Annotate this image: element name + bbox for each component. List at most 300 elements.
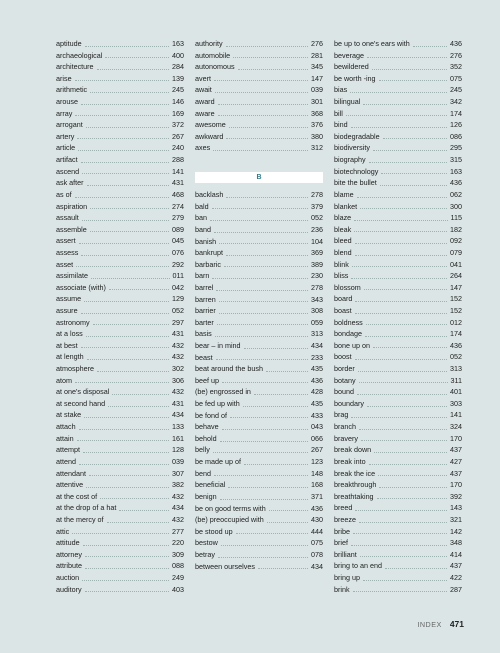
index-term: artery [56,131,75,141]
dot-leader [254,394,308,395]
dot-leader [224,266,308,267]
index-entry [334,50,462,62]
index-entry [195,491,323,503]
index-entry [56,537,184,549]
index-entry [56,235,184,247]
index-entry [334,456,462,468]
index-page-ref: 287 [450,584,462,594]
index-term: awkward [195,131,224,141]
dot-leader [220,499,308,500]
index-entry [195,561,323,573]
index-term: automobile [195,50,231,60]
dot-leader [82,580,169,581]
index-entry [195,294,323,306]
index-term: arrogant [56,120,83,130]
index-entry [56,201,184,213]
index-term: beef up [195,375,219,385]
index-page-ref: 245 [172,85,184,95]
dot-leader [81,313,169,314]
dot-leader [219,243,308,244]
index-term: attempt [56,445,80,455]
index-entry [56,398,184,410]
index-entry [334,514,462,526]
index-entry [334,351,462,363]
index-term: bravery [334,433,358,443]
index-page-ref: 436 [450,38,462,48]
index-term: barter [195,317,214,327]
index-page-ref: 434 [311,561,323,571]
index-entry [334,235,462,247]
dot-leader [359,522,447,523]
index-entry [195,503,323,515]
index-entry [56,119,184,131]
dot-leader [77,138,169,139]
page-footer [417,619,464,629]
index-entry [56,410,184,422]
index-term: associate (with) [56,282,106,292]
index-term: brief [334,538,348,548]
index-page-ref: 128 [172,445,184,455]
dot-leader [84,301,169,302]
dot-leader [358,371,447,372]
index-page-ref: 427 [450,456,462,466]
index-entry [334,340,462,352]
index-page-ref: 147 [311,73,323,83]
index-page-ref: 147 [450,282,462,292]
index-page-ref: 297 [172,317,184,327]
index-page-ref: 432 [172,340,184,350]
index-entry [195,526,323,538]
index-entry [56,84,184,96]
index-term: autonomous [195,62,235,72]
index-entry [334,398,462,410]
index-term: boldness [334,317,363,327]
index-page-ref: 321 [450,514,462,524]
index-page-ref: 274 [172,201,184,211]
dot-leader [81,104,169,105]
index-page-ref: 380 [311,131,323,141]
index-entry [195,212,323,224]
dot-leader [91,278,170,279]
index-entry [56,293,184,305]
index-page-ref: 277 [172,526,184,536]
index-term: arise [56,73,72,83]
index-term: at one's disposal [56,387,110,397]
dot-leader [218,104,308,105]
dot-leader [93,324,169,325]
index-page-ref: 115 [450,213,462,223]
index-entry [334,421,462,433]
index-term: barrel [195,282,214,292]
index-term: beast [195,352,213,362]
dot-leader [373,150,447,151]
dot-leader [215,336,308,337]
index-term: bribe [334,526,350,536]
index-page-ref: 311 [450,375,462,385]
dot-leader [86,127,169,128]
index-page-ref: 303 [450,398,462,408]
index-entry [56,61,184,73]
index-page-ref: 315 [450,155,462,165]
index-entry [195,108,323,120]
index-term: barren [195,294,216,304]
index-term: breeze [334,514,356,524]
index-entry [56,38,184,50]
index-page-ref: 066 [311,433,323,443]
dot-leader [214,232,308,233]
index-term: behold [195,433,217,443]
index-page-ref: 278 [311,282,323,292]
index-page-ref: 436 [311,375,323,385]
index-term: brink [334,584,350,594]
index-term: boost [334,352,352,362]
index-term: attribute [56,561,82,571]
index-page-ref: 368 [311,108,323,118]
dot-leader [77,440,169,441]
dot-leader [229,127,308,128]
dot-leader [361,440,447,441]
dot-leader [363,104,447,105]
index-term: be fond of [195,410,227,420]
index-term: ascend [56,166,80,176]
dot-leader [81,347,169,348]
index-page-ref: 142 [450,526,462,536]
index-term: border [334,364,355,374]
index-term: bone up on [334,340,370,350]
index-entry [334,410,462,422]
index-entry [334,282,462,294]
index-page-ref: 389 [311,259,323,269]
index-term: be worth -ing [334,73,376,83]
index-entry [334,154,462,166]
index-page-ref: 313 [450,364,462,374]
index-page-ref: 343 [311,294,323,304]
index-entry [334,270,462,282]
index-page-ref: 432 [172,491,184,501]
dot-leader [359,382,448,383]
index-entry [56,166,184,178]
index-page-ref: 437 [450,468,462,478]
index-entry [195,456,323,468]
index-entry [56,212,184,224]
index-entry [56,456,184,468]
index-entry [56,142,184,154]
index-term: betray [195,549,215,559]
index-page-ref: 039 [311,85,323,95]
index-page-ref: 302 [172,364,184,374]
index-entry [334,73,462,85]
dot-leader [360,208,447,209]
index-entry [334,560,462,572]
index-term: awesome [195,120,226,130]
index-page-ref: 079 [450,247,462,257]
index-term: atom [56,375,72,385]
index-term: blink [334,259,349,269]
index-entry [56,363,184,375]
index-page-ref: 435 [311,399,323,409]
index-term: array [56,108,73,118]
index-page-ref: 152 [450,294,462,304]
index-page-ref: 267 [172,131,184,141]
dot-leader [369,162,447,163]
index-page-ref: 401 [450,387,462,397]
index-page-ref: 312 [311,143,323,153]
index-term: bilingual [334,97,361,107]
index-page-ref: 348 [450,538,462,548]
index-term: (be) preoccupied with [195,515,264,525]
dot-leader [75,115,169,116]
dot-leader [86,487,169,488]
index-page-ref: 437 [450,445,462,455]
index-page-ref: 075 [450,73,462,83]
index-entry [334,317,462,329]
index-entry [195,514,323,526]
dot-leader [86,336,169,337]
index-page-ref: 345 [311,62,323,72]
index-page-ref: 313 [311,329,323,339]
index-page-ref: 400 [172,50,184,60]
dot-leader [79,464,169,465]
index-page-ref: 011 [172,271,184,281]
index-page-ref: 052 [311,213,323,223]
index-term: backlash [195,190,224,200]
dot-leader [380,185,447,186]
dot-leader [258,568,308,569]
dot-leader [373,347,447,348]
index-page-ref: 220 [172,538,184,548]
index-page-ref: 434 [172,503,184,513]
index-term: blaze [334,213,352,223]
index-page-ref: 059 [311,317,323,327]
index-page-ref: 233 [311,352,323,362]
index-term: beneficial [195,480,226,490]
dot-leader [364,289,447,290]
index-term: at the drop of a hat [56,503,117,513]
index-entry [195,50,323,62]
index-term: bound [334,387,354,397]
index-page-ref: 267 [311,445,323,455]
dot-leader [351,417,447,418]
index-term: at a loss [56,329,83,339]
index-page-ref: 052 [450,352,462,362]
index-page-ref: 432 [172,514,184,524]
index-entry [56,247,184,259]
index-entry [195,189,323,201]
index-entry [56,479,184,491]
index-entry [56,224,184,236]
index-term: bleak [334,224,352,234]
dot-leader [267,522,308,523]
index-term: attic [56,526,70,536]
index-page-ref: 152 [450,306,462,315]
index-entry [195,96,323,108]
index-term: barrier [195,306,216,316]
index-term: bend [195,468,211,478]
index-term: award [195,97,215,107]
index-term: boundary [334,398,364,408]
index-term: attitude [56,538,80,548]
index-page-ref: 431 [172,178,184,188]
index-page-ref: 371 [311,491,323,501]
index-term: assemble [56,224,87,234]
index-page-ref: 264 [450,271,462,281]
index-page-ref: 422 [450,573,462,583]
index-page-ref: 376 [311,120,323,130]
index-term: belly [195,445,210,455]
index-term: break into [334,456,366,466]
index-entry [195,479,323,491]
index-page-ref: 431 [172,398,184,408]
index-entry [56,491,184,503]
index-term: botany [334,375,356,385]
index-page-ref: 075 [311,538,323,548]
dot-leader [75,382,169,383]
index-entry [56,340,184,352]
dot-leader [217,324,308,325]
index-page-ref: 436 [450,340,462,350]
index-page-ref: 123 [311,457,323,467]
index-entry [195,38,323,50]
index-entry [195,340,323,352]
index-page-ref: 141 [450,410,462,420]
index-term: biodegradable [334,131,380,141]
index-entry [334,305,462,317]
index-entry [334,491,462,503]
index-term: breakthrough [334,480,377,490]
dot-leader [108,406,169,407]
dot-leader [355,255,447,256]
index-entry [334,293,462,305]
footer-section-label: INDEX [417,619,442,629]
index-entry [334,444,462,456]
index-entry [56,502,184,514]
index-term: bite the bullet [334,178,377,188]
index-term: archaeological [56,50,103,60]
index-page-ref: 088 [172,561,184,571]
index-page-ref: 379 [311,201,323,211]
index-term: astronomy [56,317,90,327]
dot-leader [244,348,308,349]
index-term: at best [56,340,78,350]
dot-leader [377,498,447,499]
dot-leader [379,80,447,81]
dot-leader [226,197,308,198]
index-entry [334,375,462,387]
index-entry [56,375,184,387]
dot-leader [266,371,308,372]
index-entry [334,502,462,514]
index-term: be fed up with [195,399,240,409]
index-term: attach [56,422,76,432]
dot-leader [90,208,169,209]
index-term: arithmetic [56,85,88,95]
index-entry [334,259,462,271]
index-entry [195,410,323,422]
index-term: asset [56,259,74,269]
dot-leader [354,231,447,232]
letter-section-header: B [195,172,323,183]
index-page-ref: 169 [172,108,184,118]
index-page-ref: 143 [450,503,462,513]
index-page-ref: 078 [311,549,323,559]
index-page-ref: 352 [450,62,462,72]
dot-leader [220,441,308,442]
dot-leader [78,150,169,151]
index-term: bind [334,120,348,130]
index-entry [334,247,462,259]
index-page-ref: 431 [172,329,184,339]
dot-leader [365,336,447,337]
index-term: blend [334,247,352,257]
dot-leader [355,301,447,302]
index-page-ref: 433 [311,410,323,420]
index-page-ref: 436 [311,503,323,513]
index-entry [195,270,323,282]
index-entry [195,259,323,271]
index-page-ref: 279 [172,213,184,223]
index-page-ref: 292 [172,259,184,269]
dot-leader [378,475,447,476]
index-term: brilliant [334,549,357,559]
dot-leader [75,197,169,198]
index-entry [334,189,462,201]
index-entry [56,386,184,398]
index-term: aspiration [56,201,88,211]
dot-leader [87,359,169,360]
index-entry [56,270,184,282]
index-term: boast [334,306,352,315]
dot-leader [222,429,308,430]
index-page-ref: 414 [450,549,462,559]
index-page-ref: 309 [172,549,184,559]
index-page-ref: 430 [311,515,323,525]
dot-leader [81,162,169,163]
dot-leader [109,289,169,290]
index-page-ref: 301 [311,97,323,107]
index-term: beat around the bush [195,364,263,374]
index-entry [195,549,323,561]
index-page-ref: 300 [450,201,462,211]
dot-leader [213,452,308,453]
dot-leader [379,487,447,488]
index-column-1 [56,38,184,595]
index-page-ref: 148 [311,468,323,478]
index-entry [56,560,184,572]
index-entry [56,305,184,317]
index-page-ref: 161 [172,433,184,443]
index-term: banish [195,236,217,246]
index-page-ref: 436 [450,178,462,188]
index-page-ref: 163 [450,166,462,176]
index-entry [56,421,184,433]
index-term: bankrupt [195,248,223,258]
dot-leader [83,452,169,453]
dot-leader [85,46,169,47]
dot-leader [238,69,308,70]
index-page-ref: 434 [172,410,184,420]
index-page-ref: 129 [172,294,184,304]
index-entry [334,142,462,154]
dot-leader [87,185,169,186]
dot-leader [218,115,308,116]
dot-leader [214,475,308,476]
index-term: attend [56,456,76,466]
index-page-ref: 062 [450,189,462,199]
dot-leader [363,580,447,581]
index-entry [56,572,184,584]
index-page-ref: 089 [172,224,184,234]
dot-leader [221,545,308,546]
